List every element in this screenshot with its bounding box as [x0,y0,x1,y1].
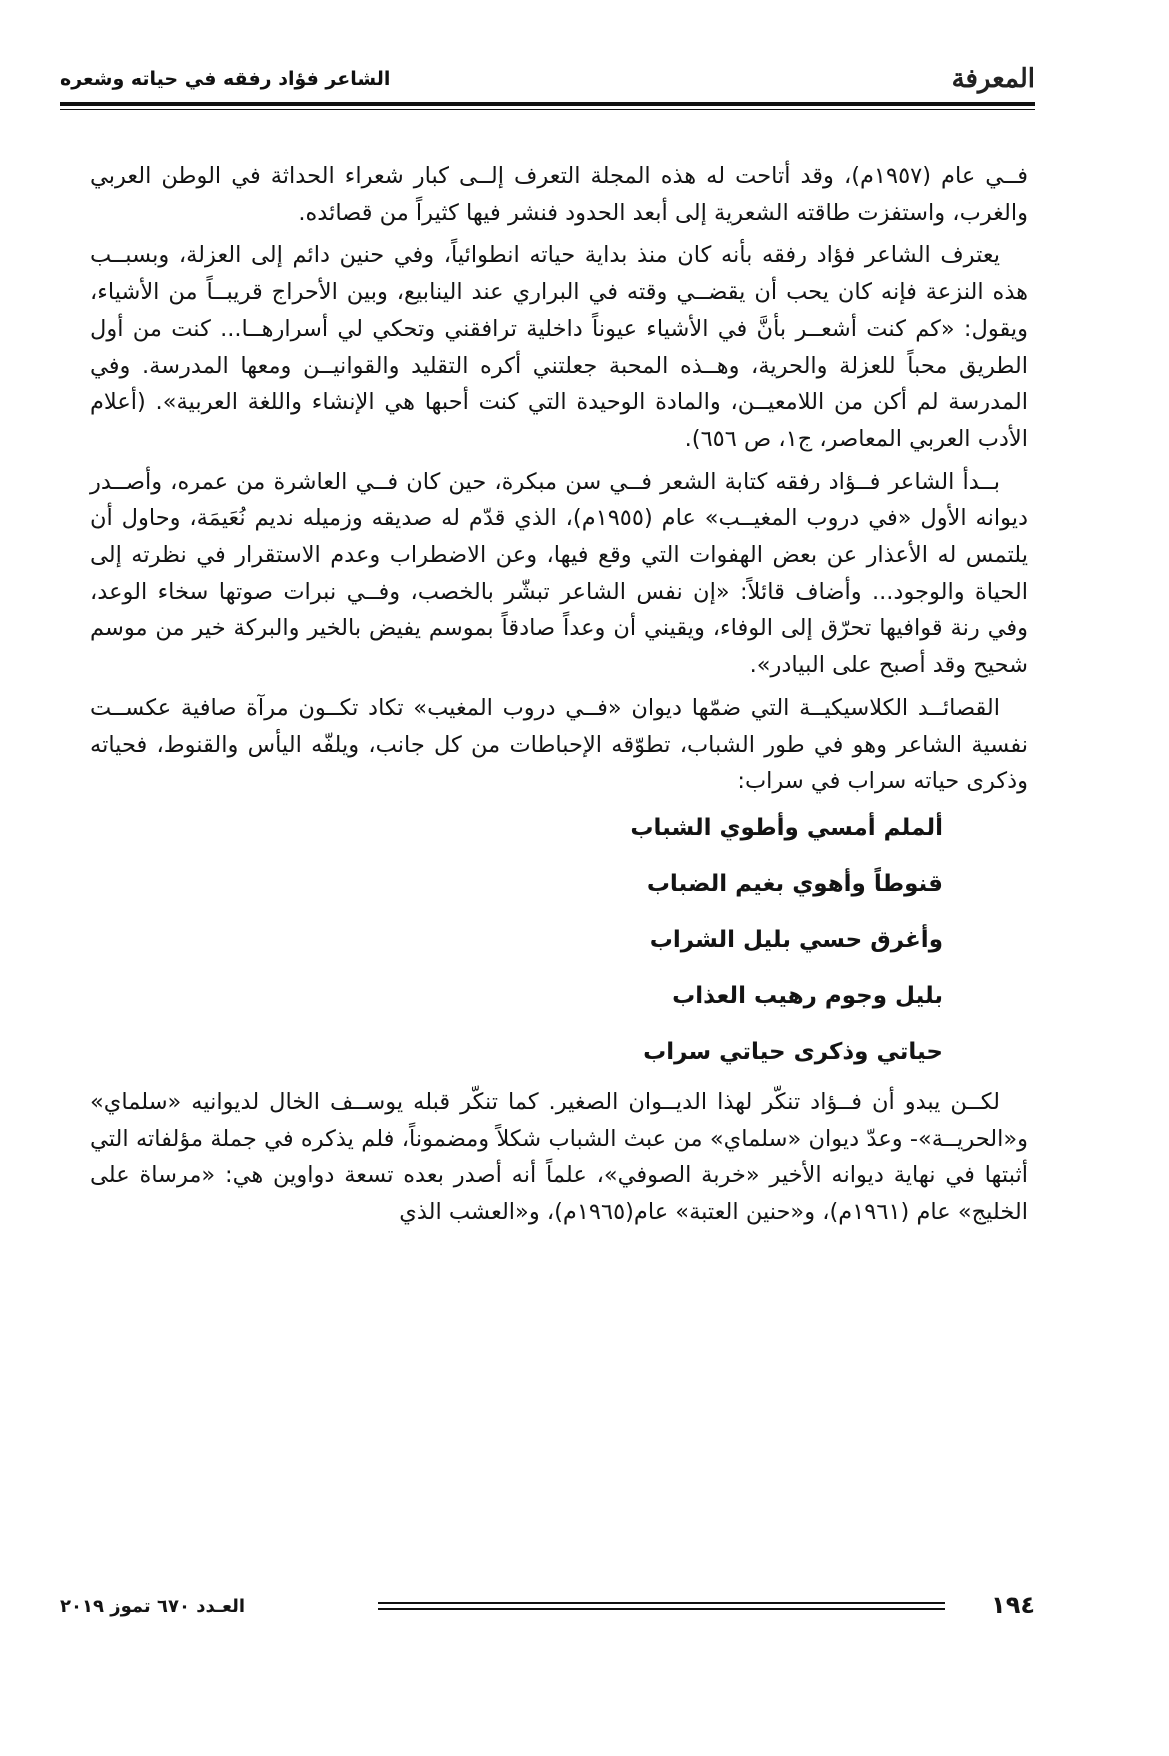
paragraph: لكــن يبدو أن فــؤاد تنكّر لهذا الديــوان الصغير. كما تنكّر قبله يوســف الخال لديوانيه «سلماي» و«الحريــة»- وعدّ ديوان «سلماي» من عبث الشباب شكلاً ومضموناً، فلم يذكره في جملة مؤلفاته التي أثبتها في نهاية ديوانه الأخير «خربة الصوفي»، علماً أنه أصدر بعده تسعة دواوين هي: «مرساة على الخليج» عام (١٩٦١م)، و«حنين العتبة» عام(١٩٦٥م)، و«العشب الذي [90,1088,1028,1226]
issue-info: العـدد ٦٧٠ تموز ٢٠١٩ [60,1596,246,1617]
poem-line: بليل وجوم رهيب العذاب [672,982,943,1009]
page-number: ١٩٤ [991,1591,1035,1619]
poem-line: وأغرق حسي بليل الشراب [649,926,943,953]
paragraph: القصائــد الكلاسيكيــة التي ضمّها ديوان «فــي دروب المغيب» تكاد تكــون مرآة صافية عكســت نفسية الشاعر وهو في طور الشباب، تطوّقه الإحباطات من كل جانب، ويلفّه اليأس والقنوط، فحياته وذكرى حياته سراب في سراب: [90,694,1028,795]
running-title: الشاعر فؤاد رفقه في حياته وشعره [60,68,391,90]
poem-line: قنوطاً وأهوي بغيم الضباب [646,870,943,897]
header-rule-thick [60,102,1035,106]
page-header [60,64,1035,114]
magazine-logo: المعرفة [951,64,1035,94]
footer-rule [378,1602,945,1604]
page-footer [60,1591,1035,1624]
poem [90,810,1028,1070]
footer-rule [378,1608,945,1610]
paragraph: يعترف الشاعر فؤاد رفقه بأنه كان منذ بداية حياته انطوائياً، وفي حنين دائم إلى العزلة، وبسبــب هذه النزعة فإنه كان يحب أن يقضــي وقته في البراري عند الينابيع، وبين الأحراج قريبــاً من الأشياء، ويقول: «كم كنت أشعــر بأنَّ في الأشياء عيوناً داخلية ترافقني وتحكي لي أسرارهــا... كنت من أول الطريق محباً للعزلة والحرية، وهــذه المحبة جعلتني أكره التقليد والقوانيــن ومعها المدرسة. وفي المدرسة لم أكن من اللامعيــن، والمادة الوحيدة التي كنت أحبها هي الإنشاء واللغة العربية». (أعلام الأدب العربي المعاصر، ج١، ص ٦٥٦). [90,242,1028,452]
header-rule-thin [60,109,1035,110]
paragraph: فــي عام (١٩٥٧م)، وقد أتاحت له هذه المجلة التعرف إلــى كبار شعراء الحداثة في الوطن العربي والغرب، واستفزت طاقته الشعرية إلى أبعد الحدود فنشر فيها كثيراً من قصائده. [90,163,1028,226]
paragraph: بــدأ الشاعر فــؤاد رفقه كتابة الشعر فــي سن مبكرة، حين كان فــي العاشرة من عمره، وأصــدر ديوانه الأول «في دروب المغيــب» عام (١٩٥٥م)، الذي قدّم له صديقه وزميله نديم نُعَيمَة، وحاول أن يلتمس له الأعذار عن بعض الهفوات التي وقع فيها، وعن الاضطراب وعدم الاستقرار في نظرته إلى الحياة والوجود... وأضاف قائلاً: «إن نفس الشاعر تبشّر بالخصب، وفــي نبرات صوتها سخاء الوعد، وفي رنة قوافيها تحرّق إلى الوفاء، ويقيني أن وعداً صادقاً بموسم يفيض بالخير والبركة خير من موسم شحيح وقد أصبح على البيادر». [90,468,1028,679]
poem-line: حياتي وذكرى حياتي سراب [643,1038,943,1065]
article-body [90,158,1028,1231]
poem-line: ألملم أمسي وأطوي الشباب [630,814,943,841]
